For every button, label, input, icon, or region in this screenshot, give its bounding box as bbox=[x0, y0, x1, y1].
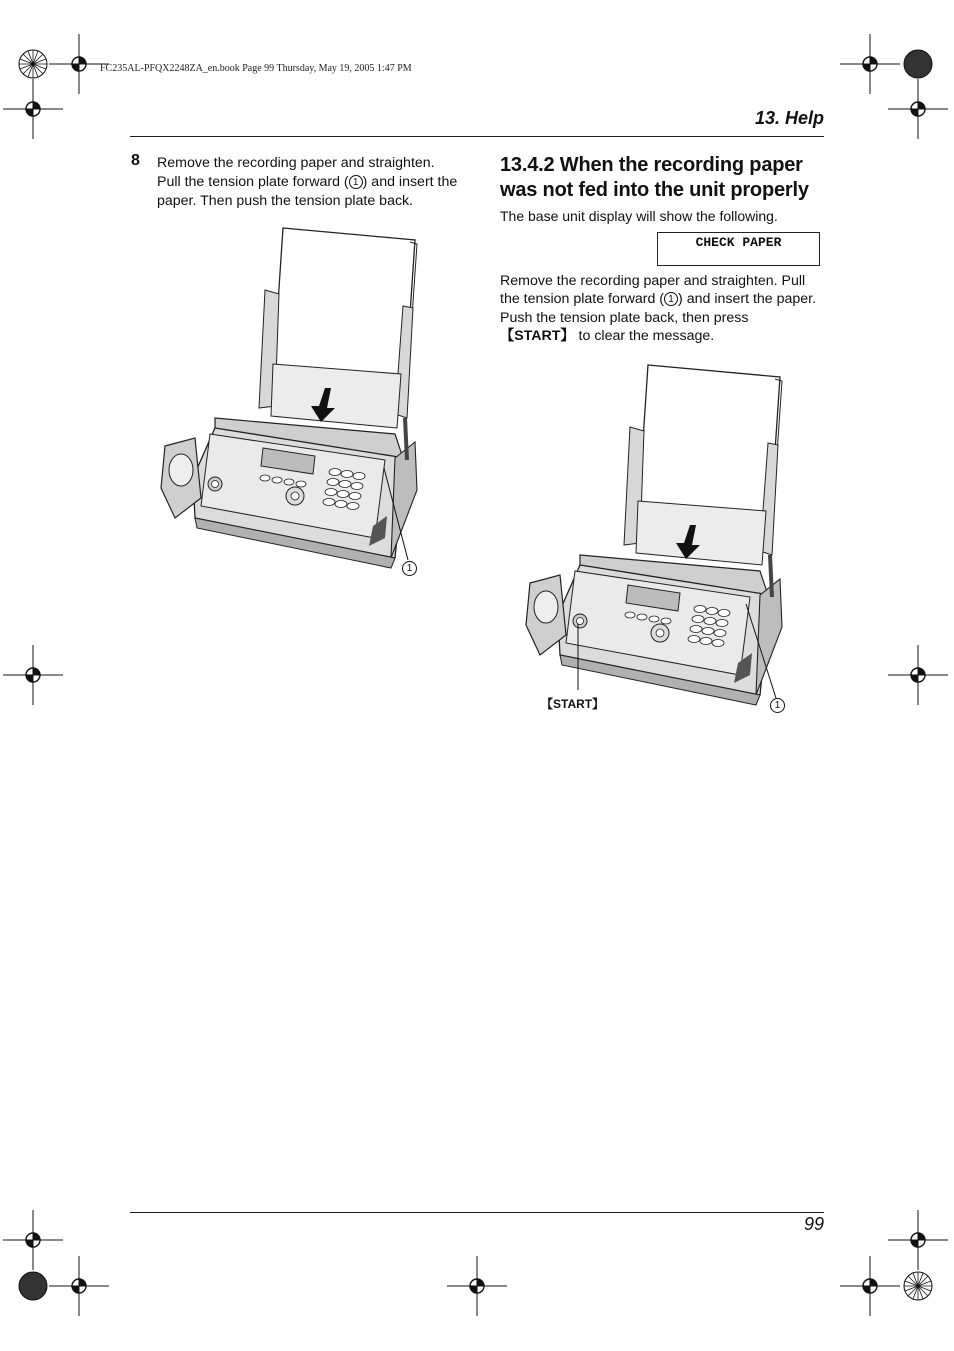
step-text bbox=[157, 154, 462, 211]
tension-plate-callout-ref-2: 1 bbox=[664, 292, 678, 306]
body-text-c: to clear the message. bbox=[574, 327, 715, 344]
start-label: 【START】 bbox=[541, 697, 605, 711]
figure1-callout: 1 bbox=[402, 561, 417, 576]
page-number: 99 bbox=[803, 1214, 824, 1234]
step-number: 8 bbox=[131, 152, 140, 169]
header-rule bbox=[130, 136, 824, 137]
intro-text: The base unit display will show the following. bbox=[500, 208, 778, 224]
footer-rule bbox=[130, 1212, 824, 1213]
start-key: 【START】 bbox=[500, 327, 575, 344]
section-title: 13. Help bbox=[754, 108, 824, 128]
body-text bbox=[500, 272, 825, 345]
subsection-heading: 13.4.2 When the recording paper was not fed into the unit properly bbox=[500, 154, 809, 201]
body-text-a: Remove the recording paper and straighten. Pull the tension plate forward ( bbox=[500, 273, 806, 308]
display-message: CHECK PAPER bbox=[657, 232, 820, 266]
step-text-a: Remove the recording paper and straighten. Pull the tension plate forward ( bbox=[157, 155, 435, 190]
step-text-b: ) and insert the paper. Then push the tension plate back. bbox=[157, 174, 458, 209]
tension-plate-callout-ref: 1 bbox=[349, 175, 363, 189]
fax-illustration-1 bbox=[161, 228, 417, 568]
book-info: FC235AL-PFQX2248ZA_en.book Page 99 Thursday, May 19, 2005 1:47 PM bbox=[100, 63, 412, 74]
figure2-callout: 1 bbox=[770, 698, 785, 713]
fax-illustration-2 bbox=[526, 365, 782, 705]
body-text-b: ) and insert the paper. Push the tension plate back, then press bbox=[500, 291, 817, 326]
